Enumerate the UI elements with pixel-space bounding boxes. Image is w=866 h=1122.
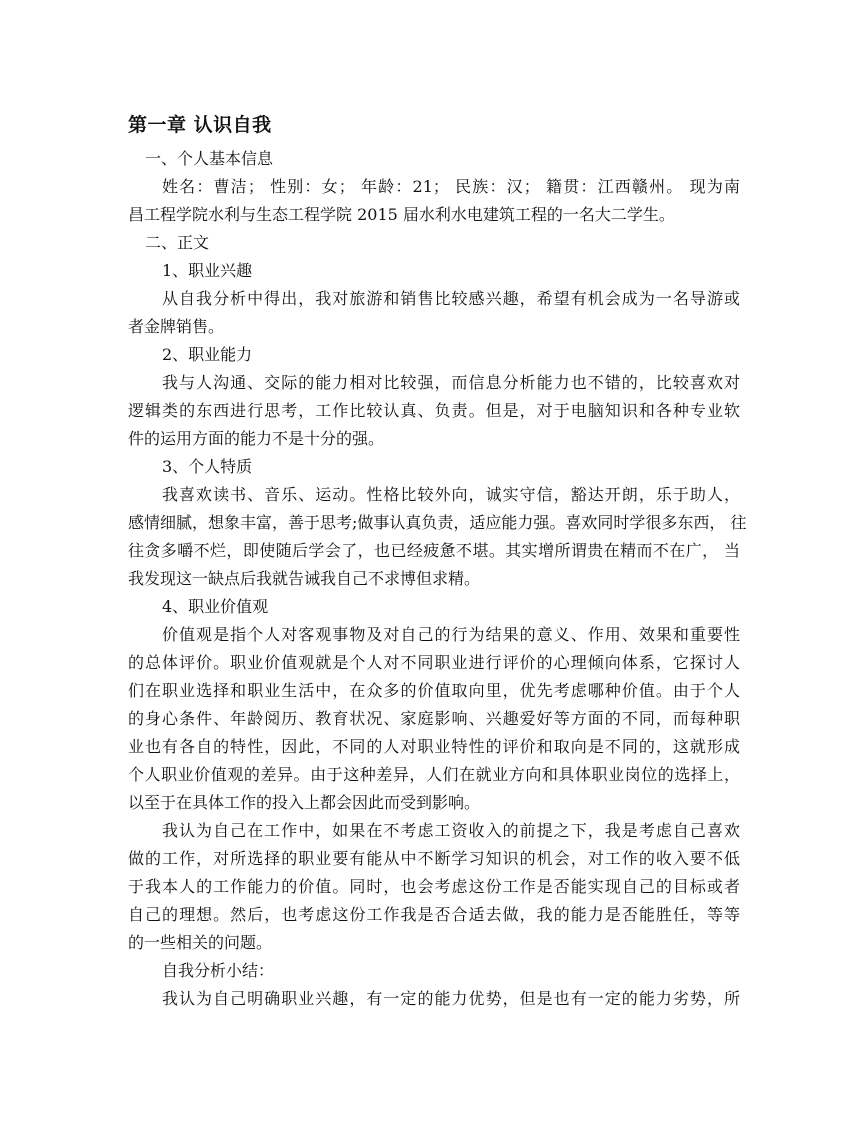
paragraph-line: 价值观是指个人对客观事物及对自己的行为结果的意义、作用、效果和重要性 — [162, 625, 740, 644]
section-heading — [128, 453, 740, 481]
document-body — [128, 145, 747, 1013]
paragraph-line: 姓名：曹洁； 性别：女； 年龄：21； 民族：汉； 籍贯：江西赣州。 现为南 — [162, 177, 740, 196]
heading-text: 4、职业价值观 — [162, 597, 269, 616]
paragraph-line: 昌工程学院水利与生态工程学院 2015 届水利水电建筑工程的一名大二学生。 — [128, 205, 675, 224]
heading-text: 一、个人基本信息 — [145, 149, 274, 168]
paragraph-line: 业也有各自的特性，因此，不同的人对职业特性的评价和取向是不同的，这就形成 — [128, 737, 740, 756]
chapter-title: 第一章 认识自我 — [128, 114, 272, 136]
paragraph — [128, 481, 747, 593]
paragraph-line: 我喜欢读书、音乐、运动。性格比较外向，诚实守信，豁达开朗，乐于助人， — [162, 485, 740, 504]
paragraph — [128, 985, 740, 1013]
paragraph-line: 个人职业价值观的差异。由于这种差异，人们在就业方向和具体职业岗位的选择上， — [128, 765, 740, 784]
paragraph-line: 感情细腻，想象丰富，善于思考;做事认真负责，适应能力强。喜欢同时学很多东西， 往 — [128, 513, 747, 532]
paragraph-line: 的一些相关的问题。 — [128, 933, 273, 952]
paragraph-line: 做的工作，对所选择的职业要有能从中不断学习知识的机会，对工作的收入要不低 — [128, 849, 740, 868]
paragraph-line: 的总体评价。职业价值观就是个人对不同职业进行评价的心理倾向体系，它探讨人 — [128, 653, 740, 672]
paragraph — [128, 817, 740, 957]
paragraph-line: 以至于在具体工作的投入上都会因此而受到影响。 — [128, 793, 481, 812]
heading-text: 3、个人特质 — [162, 457, 253, 476]
heading-text: 1、职业兴趣 — [162, 261, 253, 280]
heading-text: 二、正文 — [145, 233, 210, 252]
paragraph-line: 我认为自己在工作中，如果在不考虑工资收入的前提之下，我是考虑自己喜欢 — [162, 821, 740, 840]
section-heading — [128, 593, 740, 621]
paragraph-line: 自己的理想。然后，也考虑这份工作我是否合适去做，我的能力是否能胜任，等等 — [128, 905, 740, 924]
section-heading — [128, 957, 740, 985]
paragraph — [128, 369, 740, 453]
paragraph-line: 我发现这一缺点后我就告诫我自己不求博但求精。 — [128, 569, 481, 588]
section-heading — [128, 145, 740, 173]
paragraph — [128, 621, 740, 817]
paragraph-line: 们在职业选择和职业生活中，在众多的价值取向里，优先考虑哪种价值。由于个人 — [128, 681, 740, 700]
heading-text: 自我分析小结： — [162, 961, 275, 980]
paragraph — [128, 285, 740, 341]
section-heading — [128, 229, 740, 257]
paragraph-line: 于我本人的工作能力的价值。同时，也会考虑这份工作是否能实现自己的目标或者 — [128, 877, 740, 896]
paragraph — [128, 173, 740, 229]
paragraph-line: 我与人沟通、交际的能力相对比较强，而信息分析能力也不错的，比较喜欢对 — [162, 373, 740, 392]
paragraph-line: 逻辑类的东西进行思考，工作比较认真、负责。但是，对于电脑知识和各种专业软 — [128, 401, 740, 420]
document-page — [128, 111, 747, 1013]
paragraph-line: 件的运用方面的能力不是十分的强。 — [128, 429, 385, 448]
section-heading — [128, 257, 740, 285]
paragraph-line: 往贪多嚼不烂，即使随后学会了，也已经疲惫不堪。其实增所谓贵在精而不在广， 当 — [128, 541, 740, 560]
section-heading — [128, 341, 740, 369]
paragraph-line: 我认为自己明确职业兴趣，有一定的能力优势，但是也有一定的能力劣势，所 — [162, 989, 740, 1008]
heading-text: 2、职业能力 — [162, 345, 253, 364]
paragraph-line: 从自我分析中得出，我对旅游和销售比较感兴趣，希望有机会成为一名导游或 — [162, 289, 740, 308]
paragraph-line: 的身心条件、年龄阅历、教育状况、家庭影响、兴趣爱好等方面的不同，而每种职 — [128, 709, 740, 728]
paragraph-line: 者金牌销售。 — [128, 317, 225, 336]
